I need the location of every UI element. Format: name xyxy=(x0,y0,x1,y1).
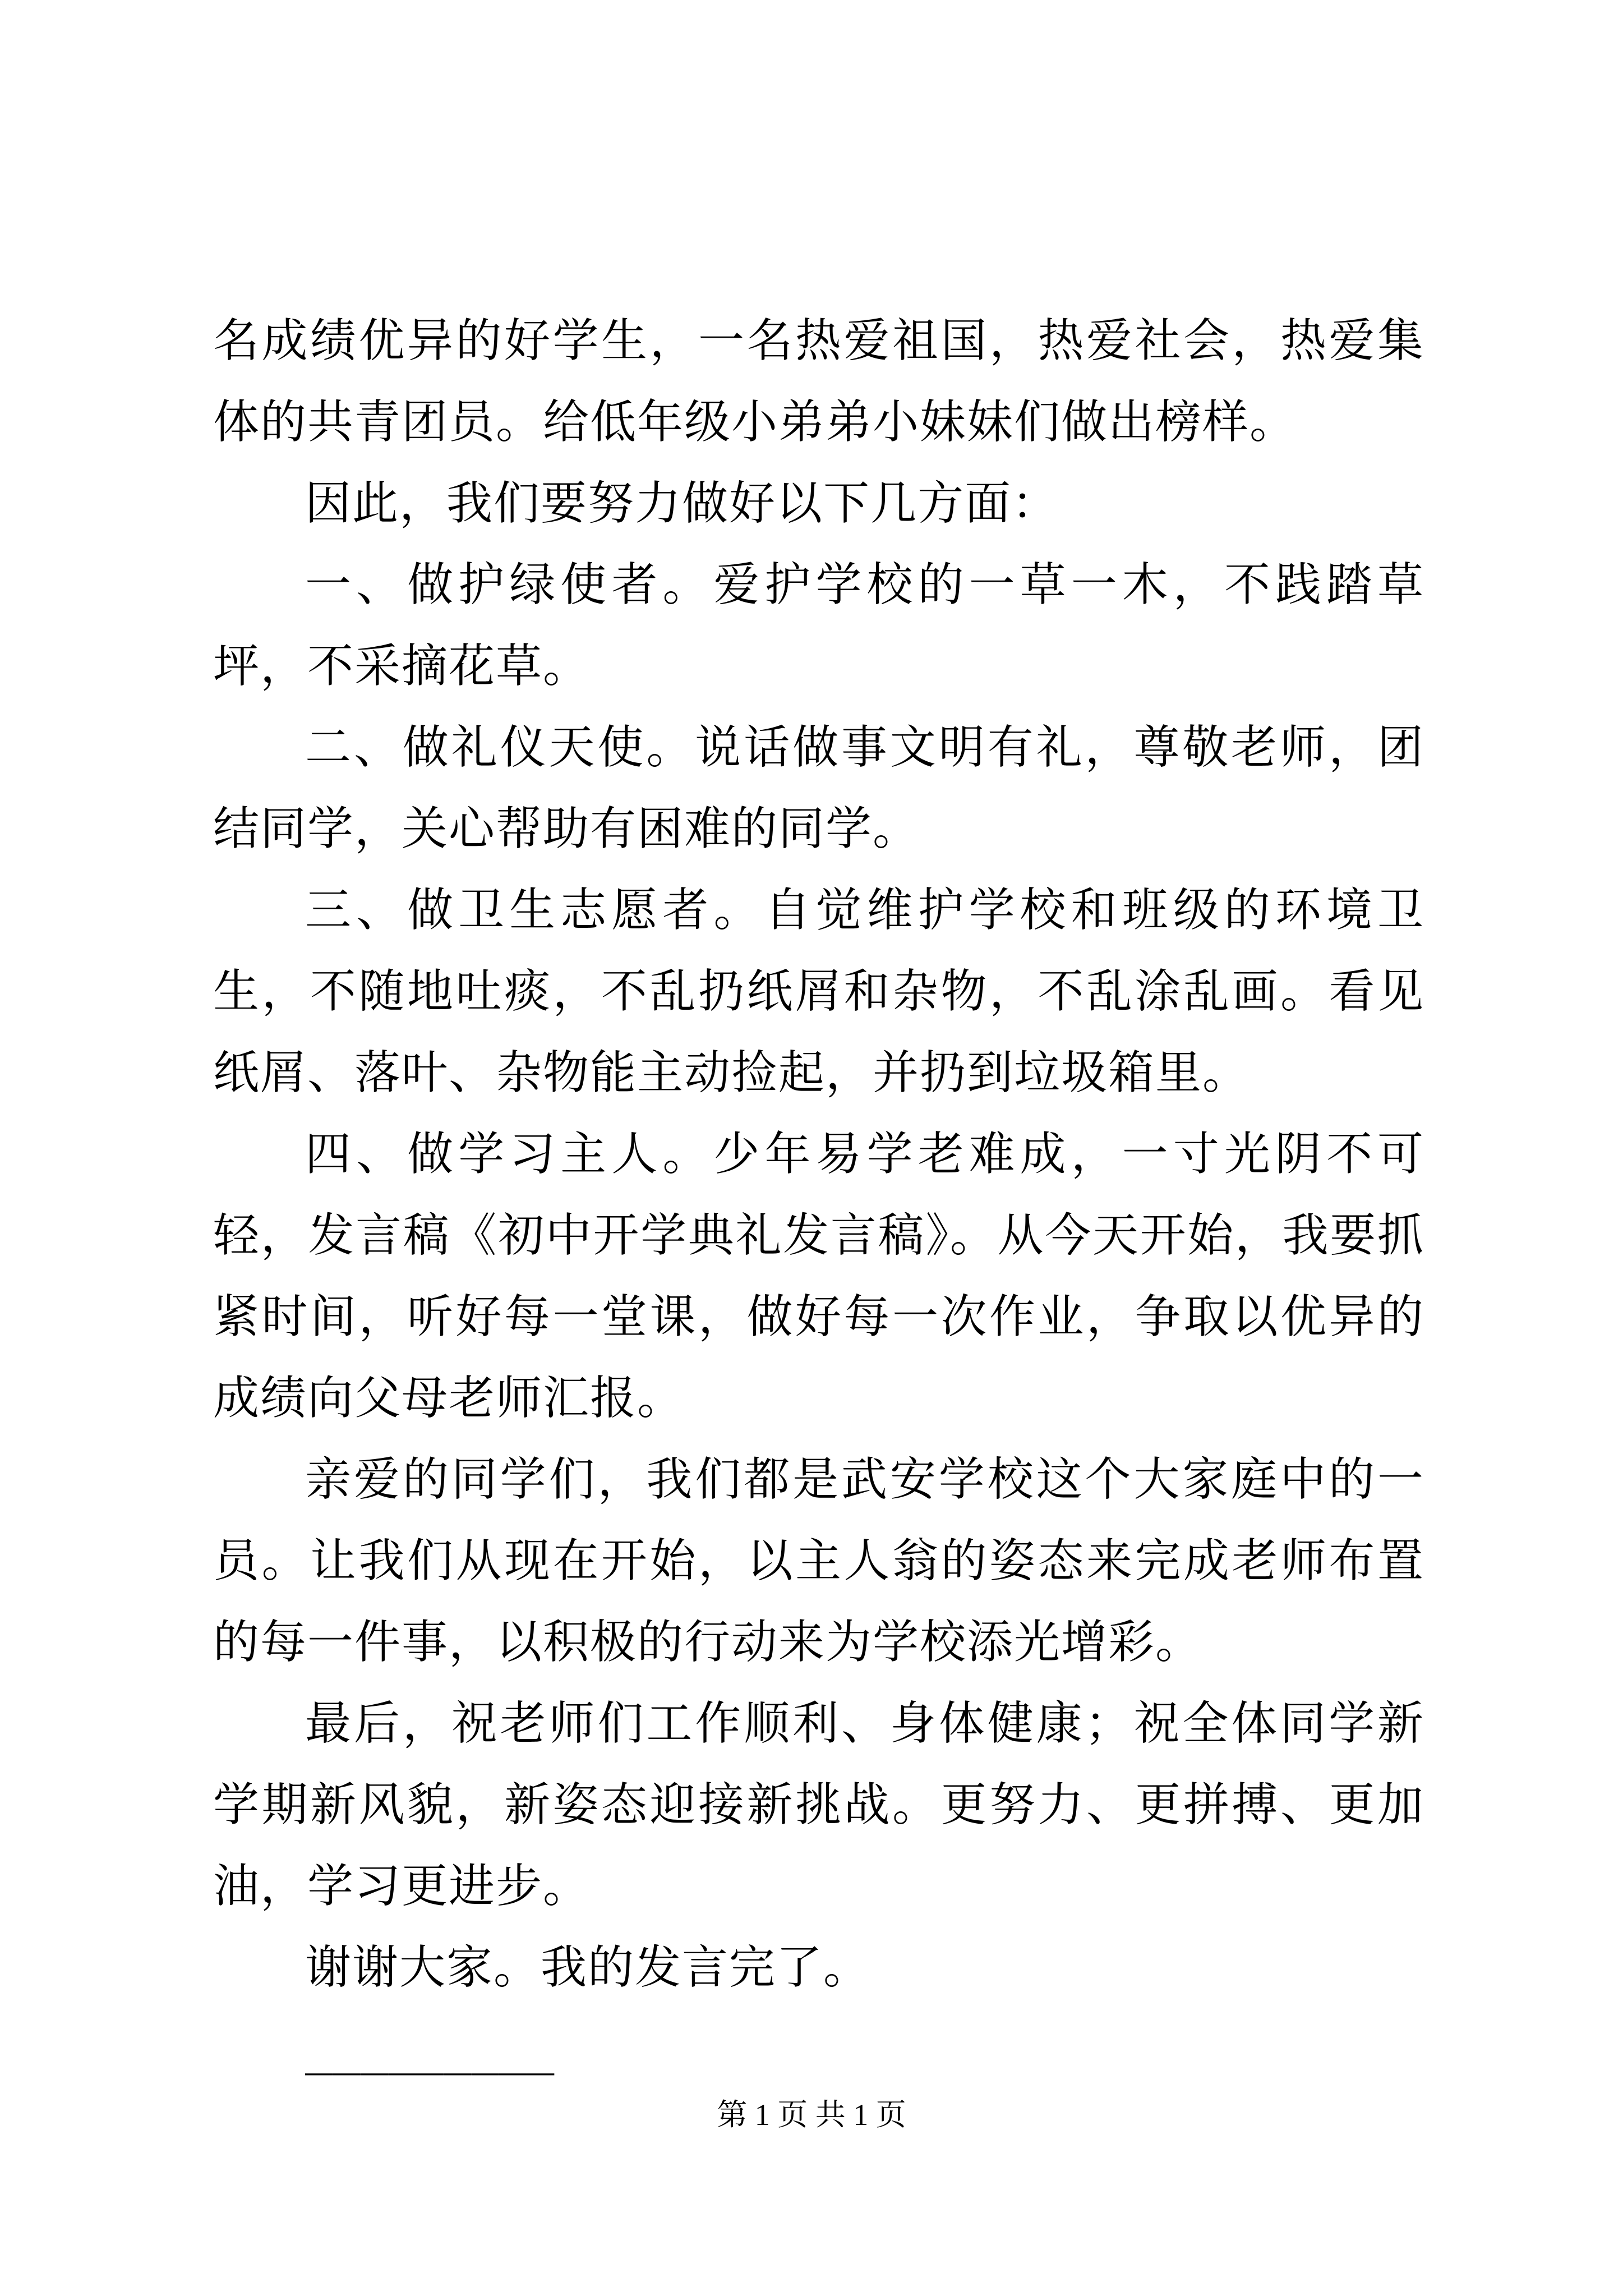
paragraph-5: 三、做卫生志愿者。自觉维护学校和班级的环境卫生，不随地吐痰，不乱扔纸屑和杂物，不乱涂乱画。看见纸屑、落叶、杂物能主动捡起，并扔到垃圾箱里。 xyxy=(213,884,1424,1099)
paragraph-9: 谢谢大家。我的发言完了。 xyxy=(305,1941,871,1994)
paragraph-2: 因此，我们要努力做好以下几方面： xyxy=(305,477,1059,530)
paragraph-7: 亲爱的同学们，我们都是武安学校这个大家庭中的一员。让我们从现在开始，以主人翁的姿态来完成老师布置的每一件事，以积极的行动来为学校添光增彩。 xyxy=(213,1453,1424,1669)
separator-line: _________ xyxy=(305,2022,555,2076)
paragraph-6: 四、做学习主人。少年易学老难成，一寸光阴不可轻，发言稿《初中开学典礼发言稿》。从今天开始，我要抓紧时间，听好每一堂课，做好每一次作业，争取以优异的成绩向父母老师汇报。 xyxy=(213,1128,1424,1425)
paragraph-4: 二、做礼仪天使。说话做事文明有礼，尊敬老师，团结同学，关心帮助有困难的同学。 xyxy=(213,721,1424,855)
document-body xyxy=(213,300,1424,2090)
paragraph-1: 名成绩优异的好学生，一名热爱祖国，热爱社会，热爱集体的共青团员。给低年级小弟弟小妹妹们做出榜样。 xyxy=(213,314,1424,449)
paragraph-8: 最后，祝老师们工作顺利、身体健康；祝全体同学新学期新风貌，新姿态迎接新挑战。更努力、更拼搏、更加油，学习更进步。 xyxy=(213,1697,1424,1913)
paragraph-3: 一、做护绿使者。爱护学校的一草一木，不践踏草坪，不采摘花草。 xyxy=(213,558,1424,693)
page-footer: 第 1 页 共 1 页 xyxy=(717,2098,906,2132)
